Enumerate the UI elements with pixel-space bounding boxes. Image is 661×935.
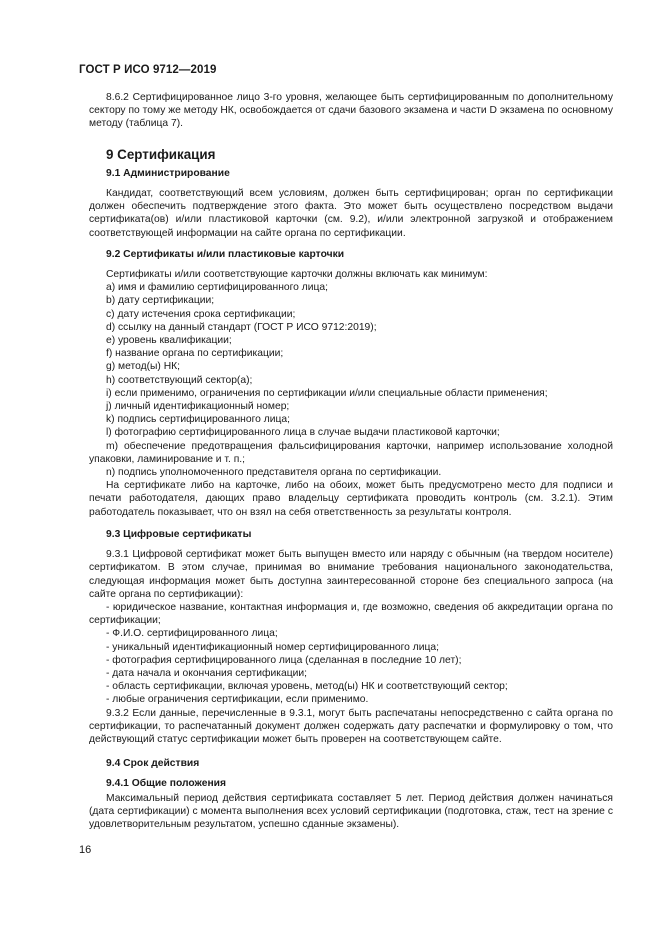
list-item: - фотография сертифицированного лица (сделанная в последние 10 лет); [106,654,462,666]
list-item: - Ф.И.О. сертифицированного лица; [106,628,278,640]
section-9-2-closing: На сертификате либо на карточке, либо на обоих, может быть предусмотрено место для подписи и печати работодателя, дающих право владельцу сертификата проводить контроль (см. 3.2.1). Этим работодатель показывает, что он взял на себя ответственность за результаты контроля. [89,480,613,518]
list-item: j) личный идентификационный номер; [106,401,290,413]
section-9-2-title: 9.2 Сертификаты и/или пластиковые карточки [106,248,345,260]
section-9-3-2-text: 9.3.2 Если данные, перечисленные в 9.3.1, могут быть распечатаны непосредственно с сайта органа по сертификации, то распечатанный документ должен содержать дату распечатки и формулировку о том, что действующий статус сертификации может быть проверен на соответствующем сайте. [89,707,613,745]
section-9-1-text: Кандидат, соответствующий всем условиям, должен быть сертифицирован; орган по сертификации должен обеспечить подтверждение этого факта. Это может быть осуществлено посредством выдачи сертификата(ов) и/или пластиковой карточки (см. 9.2), и/или электронной загрузкой и отображением соответствующей информации на сайте органа по сертификации. [89,188,613,239]
section-9-1-title: 9.1 Администрирование [106,167,230,179]
page-number: 16 [79,844,92,856]
list-item: h) соответствующий сектор(а); [106,374,253,386]
list-item: c) дату истечения срока сертификации; [106,308,296,320]
list-item: - любые ограничения сертификации, если применимо. [106,694,369,706]
list-item: - дата начала и окончания сертификации; [106,667,307,679]
list-item: - область сертификации, включая уровень, метод(ы) НК и соответствующий сектор; [106,681,508,693]
section-9-4-1-title: 9.4.1 Общие положения [106,778,226,790]
section-9-4-1-text: Максимальный период действия сертификата составляет 5 лет. Период действия должен начинаться (дата сертификации) с момента выполнения всех условий сертификации (подготовка, стаж, тест на зрение с удовлетворительным результатом, успешно сданные экзамены). [89,792,613,830]
list-item: i) если применимо, ограничения по сертификации и/или специальные области применения; [106,387,548,399]
list-item: - юридическое название, контактная информация и, где возможно, сведения об аккредитации органа по сертификации; [89,601,613,627]
list-item: d) ссылку на данный стандарт (ГОСТ Р ИСО 9712:2019); [106,321,377,333]
list-item: g) метод(ы) НК; [106,361,181,373]
section-9-4-title: 9.4 Срок действия [106,758,200,770]
section-9-2-lead: Сертификаты и/или соответствующие карточки должны включать как минимум: [106,269,488,281]
intro-paragraph: 8.6.2 Сертифицированное лицо 3-го уровня, желающее быть сертифицированным по дополнительному сектору по тому же методу НК, освобождается от сдачи базового экзамена и части D экзамена по основному методу (таблица 7). [89,92,613,130]
list-item: l) фотографию сертифицированного лица в случае выдачи пластиковой карточки; [106,427,500,439]
list-item: - уникальный идентификационный номер сертифицированного лица; [106,641,440,653]
list-item: e) уровень квалификации; [106,335,232,347]
list-item: k) подпись сертифицированного лица; [106,414,290,426]
list-item: n) подпись уполномоченного представителя органа по сертификации. [106,467,442,479]
list-item: m) обеспечение предотвращения фальсифицирования карточки, например использование холодной упаковки, ламинирование и т. п.; [89,440,613,465]
list-item: f) название органа по сертификации; [106,348,284,360]
list-item: a) имя и фамилию сертифицированного лица; [106,282,328,294]
digital-certificate-info-list [89,601,613,707]
section-9-3-title: 9.3 Цифровые сертификаты [106,528,252,540]
list-item: b) дату сертификации; [106,295,215,307]
document-header: ГОСТ Р ИСО 9712—2019 [79,64,217,76]
page-content [89,91,613,831]
section-9-3-1-text: 9.3.1 Цифровой сертификат может быть выпущен вместо или наряду с обычным (на твердом носителе) сертификатом. В этом случае, принимая во внимание требования национального законодательства, следующая информация может быть доступна заинтересованной стороне без специального запроса (на сайте органа по сертификации): [89,549,613,600]
section-9-title: 9 Сертификация [106,146,216,162]
certificate-requirements-list [89,281,613,479]
